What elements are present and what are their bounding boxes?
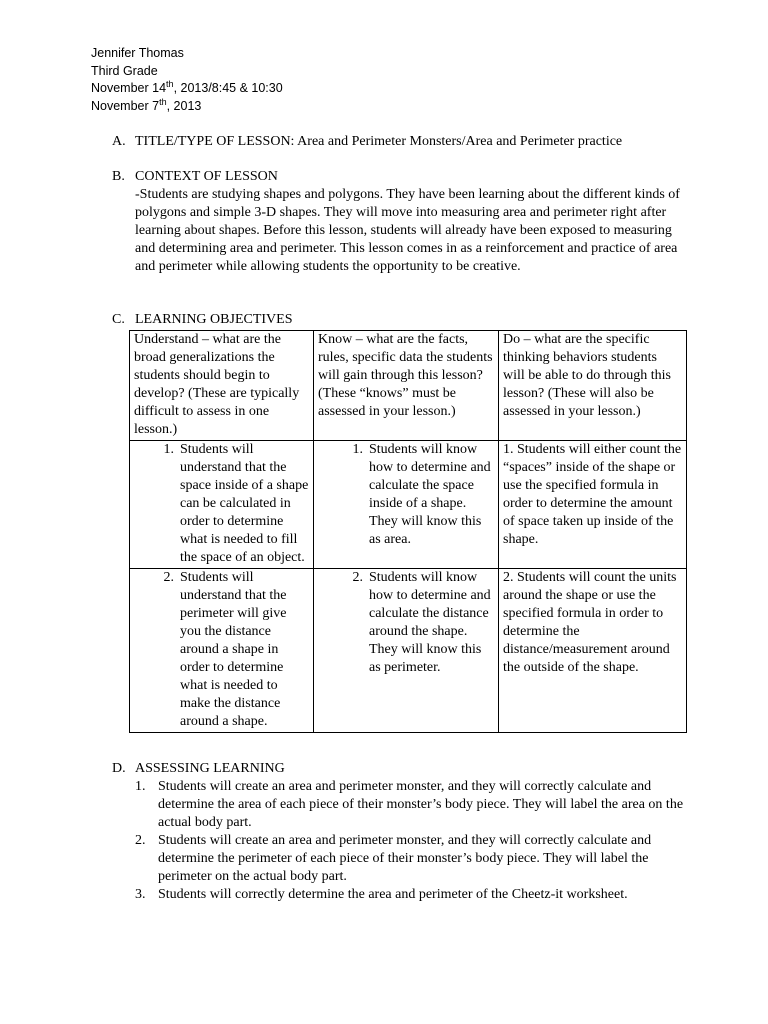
cell-understand-2: 2. Students will understand that the perimeter will give you the distance around a shape in order to determine what is needed to make the distance around a shape. bbox=[130, 569, 314, 733]
list-item: 2. Students will create an area and perimeter monster, and they will correctly calculate and determine the perimeter of each piece of their monster’s body piece. They will label the perimeter on the actual body part. bbox=[135, 833, 652, 884]
cell-know-1: 1. Students will know how to determine and calculate the space inside of a shape. They will know this as area. bbox=[314, 441, 499, 569]
header-block bbox=[91, 45, 283, 115]
header-do: Do – what are the specific thinking behaviors students will be able to do through this lesson? (These will also be assessed in your lesson.) bbox=[499, 331, 687, 441]
lesson-date-1: November 14th, 2013/8:45 & 10:30 bbox=[91, 78, 283, 95]
lesson-date-2: November 7th, 2013 bbox=[91, 96, 202, 113]
cell-do-2: 2. Students will count the units around the shape or use the specified formula in order to determine the distance/measurement around the outside of the shape. bbox=[499, 569, 687, 733]
section-a-letter: A. bbox=[112, 134, 126, 149]
section-c-letter: C. bbox=[112, 312, 125, 327]
table-row bbox=[130, 441, 687, 569]
section-c bbox=[112, 311, 702, 329]
section-b-heading: CONTEXT OF LESSON bbox=[135, 169, 278, 184]
section-a-title: TITLE/TYPE OF LESSON: Area and Perimeter Monsters/Area and Perimeter practice bbox=[135, 134, 623, 149]
assessment-list bbox=[136, 778, 692, 904]
section-a bbox=[112, 133, 702, 151]
teacher-name: Jennifer Thomas bbox=[91, 46, 184, 60]
section-b-body: -Students are studying shapes and polygons. They have been learning about the different kinds of polygons and simple 3-D shapes. They will move into measuring area and perimeter right after learning about shapes. Before this lesson, students will already have been exposed to measuring and determining area and perimeter. This lesson comes in as a reinforcement and practice of area and perimeter while allowing students the opportunity to be creative. bbox=[135, 187, 680, 274]
section-b bbox=[112, 168, 687, 276]
table-row bbox=[130, 569, 687, 733]
section-b-letter: B. bbox=[112, 169, 125, 184]
list-item: 3. Students will correctly determine the area and perimeter of the Cheetz-it worksheet. bbox=[135, 887, 628, 902]
section-d-letter: D. bbox=[112, 761, 126, 776]
header-know: Know – what are the facts, rules, specific data the students will gain through this lesson? (These “knows” must be assessed in your lesson.) bbox=[314, 331, 499, 441]
list-item: 1. Students will create an area and perimeter monster, and they will correctly calculate and determine the area of each piece of their monster’s body piece. They will label the area on the actual body part. bbox=[135, 779, 684, 830]
table-header-row bbox=[130, 331, 687, 441]
section-d bbox=[112, 760, 692, 904]
cell-do-1: 1. Students will either count the “spaces” inside of the shape or use the specified formula in order to determine the amount of space taken up inside of the shape. bbox=[499, 441, 687, 569]
grade-level: Third Grade bbox=[91, 63, 158, 78]
header-understand: Understand – what are the broad generalizations the students should begin to develop? (These are typically difficult to assess in one lesson.) bbox=[130, 331, 314, 441]
section-c-heading: LEARNING OBJECTIVES bbox=[135, 312, 293, 327]
cell-know-2: 2. Students will know how to determine and calculate the distance around the shape. They will know this as perimeter. bbox=[314, 569, 499, 733]
objectives-table bbox=[129, 330, 687, 733]
cell-understand-1: 1. Students will understand that the space inside of a shape can be calculated in order to determine what is needed to fill the space of an object. bbox=[130, 441, 314, 569]
section-d-heading: ASSESSING LEARNING bbox=[135, 761, 285, 776]
